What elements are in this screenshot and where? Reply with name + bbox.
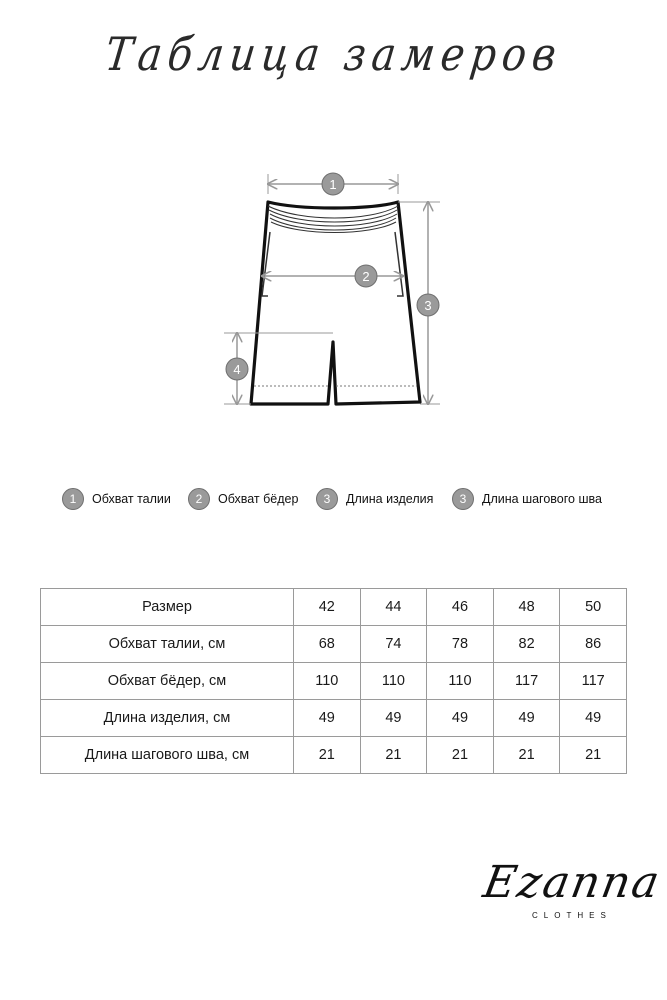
row-label: Длина изделия, см	[41, 700, 294, 737]
logo-wordmark: Ezanna	[479, 857, 665, 908]
marker-4	[226, 358, 248, 380]
table-cell: 21	[427, 737, 494, 774]
table-cell: 82	[493, 626, 560, 663]
table-cell: 117	[560, 663, 627, 700]
legend	[58, 488, 618, 512]
table-cell: 49	[560, 700, 627, 737]
brand-logo	[470, 845, 665, 955]
marker-2	[355, 265, 377, 287]
table-cell: 49	[360, 700, 427, 737]
table-cell: 110	[427, 663, 494, 700]
table-cell: 21	[294, 737, 361, 774]
legend-label: Длина шагового шва	[482, 492, 602, 506]
row-label: Обхват бёдер, см	[41, 663, 294, 700]
table-cell: 86	[560, 626, 627, 663]
legend-item-hips	[188, 488, 298, 510]
table-cell: 50	[560, 589, 627, 626]
table-cell: 42	[294, 589, 361, 626]
table-cell: 49	[427, 700, 494, 737]
table-cell: 78	[427, 626, 494, 663]
table-row	[41, 737, 627, 774]
marker-1	[322, 173, 344, 195]
legend-badge: 3	[316, 488, 338, 510]
table-row	[41, 626, 627, 663]
table-cell: 74	[360, 626, 427, 663]
table-cell: 110	[360, 663, 427, 700]
legend-label: Длина изделия	[346, 492, 434, 506]
table-cell: 44	[360, 589, 427, 626]
table-cell: 110	[294, 663, 361, 700]
svg-text:1: 1	[329, 177, 337, 192]
table-cell: 68	[294, 626, 361, 663]
svg-text:3: 3	[424, 298, 432, 313]
logo-subtitle: CLOTHES	[532, 911, 612, 920]
table-cell: 48	[493, 589, 560, 626]
legend-item-waist	[62, 488, 171, 510]
table-cell: 21	[360, 737, 427, 774]
table-cell: 49	[294, 700, 361, 737]
size-table	[40, 588, 627, 774]
shorts-diagram	[0, 150, 667, 430]
legend-badge: 1	[62, 488, 84, 510]
row-label: Длина шагового шва, см	[41, 737, 294, 774]
page-title: Таблица замеров	[102, 28, 565, 82]
table-cell: 46	[427, 589, 494, 626]
legend-item-length	[316, 488, 433, 510]
legend-label: Обхват бёдер	[218, 492, 299, 506]
legend-label: Обхват талии	[92, 492, 171, 506]
table-row	[41, 663, 627, 700]
table-row	[41, 589, 627, 626]
row-label: Обхват талии, см	[41, 626, 294, 663]
legend-badge: 3	[452, 488, 474, 510]
legend-badge: 2	[188, 488, 210, 510]
table-cell: 21	[493, 737, 560, 774]
table-row	[41, 700, 627, 737]
table-cell: 117	[493, 663, 560, 700]
svg-text:2: 2	[362, 269, 370, 284]
table-cell: 21	[560, 737, 627, 774]
svg-text:4: 4	[233, 362, 241, 377]
legend-item-inseam	[452, 488, 602, 510]
table-cell: 49	[493, 700, 560, 737]
marker-3	[417, 294, 439, 316]
row-label: Размер	[41, 589, 294, 626]
